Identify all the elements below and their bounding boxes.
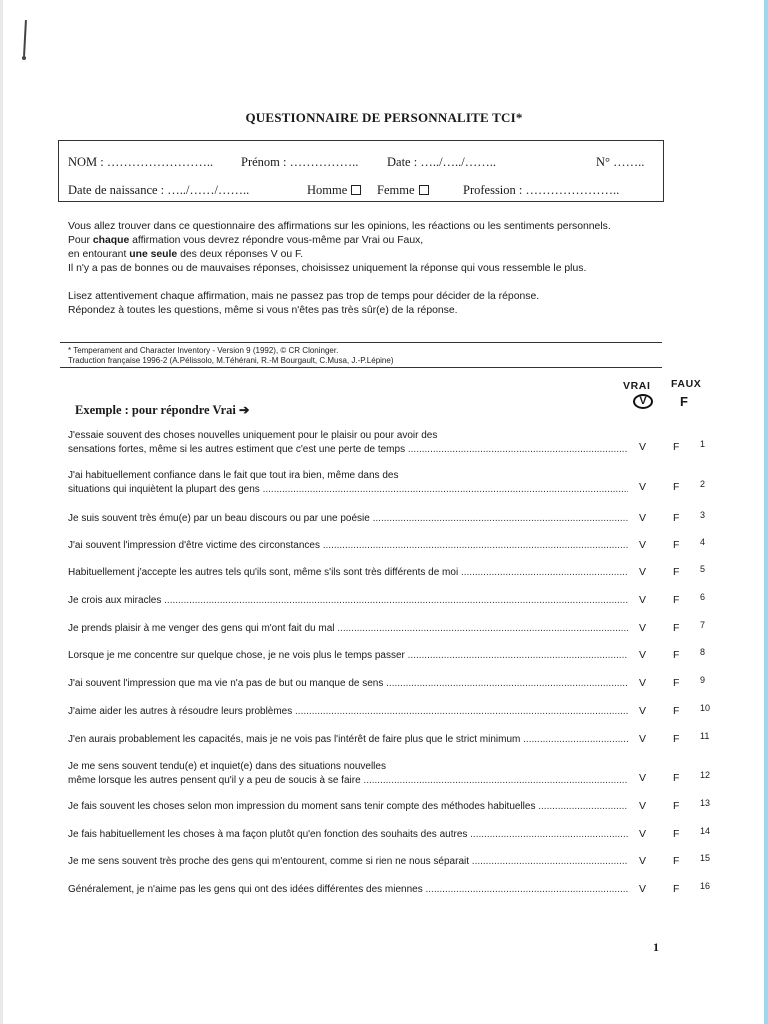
question-number: 2 bbox=[700, 479, 706, 489]
question-text: Je prends plaisir à me venger des gens qui m'ont fait du mal ..... bbox=[68, 622, 628, 636]
numero-field[interactable]: N° …….. bbox=[596, 155, 645, 169]
femme-checkbox[interactable] bbox=[419, 185, 429, 195]
vrai-answer[interactable]: V bbox=[639, 883, 647, 895]
femme-label: Femme bbox=[377, 183, 415, 197]
question-text: situations qui inquiètent la plupart des gens ..... bbox=[68, 483, 628, 497]
faux-answer[interactable]: F bbox=[673, 772, 680, 784]
profession-field[interactable]: Profession : ………………….. bbox=[463, 183, 620, 197]
instruction-text: affirmation vous devrez répondre vous-même par Vrai ou Faux, bbox=[129, 235, 424, 246]
example-label: Exemple : pour répondre Vrai bbox=[75, 403, 236, 417]
vrai-answer[interactable]: V bbox=[639, 677, 647, 689]
faux-answer[interactable]: F bbox=[673, 677, 680, 689]
question-text: Je fais souvent les choses selon mon impression du moment sans tenir compte des méthodes habituelles ..... bbox=[68, 800, 628, 814]
faux-answer[interactable]: F bbox=[673, 594, 680, 606]
example-instruction bbox=[75, 402, 250, 418]
question-text: J'ai souvent l'impression d'être victime des circonstances ..... bbox=[68, 539, 628, 553]
homme-label: Homme bbox=[307, 183, 348, 197]
circled-v-example: V bbox=[633, 394, 653, 409]
question-item bbox=[68, 733, 628, 747]
scan-right-edge bbox=[764, 0, 768, 1024]
footnote-line-2: Traduction française 1996-2 (A.Pélissolo, M.Téhérani, R.-M Bourgault, C.Musa, J.-P.Lépine) bbox=[68, 356, 394, 365]
vrai-answer[interactable]: V bbox=[639, 733, 647, 745]
question-item bbox=[68, 828, 628, 842]
faux-answer[interactable]: F bbox=[673, 512, 680, 524]
vrai-answer[interactable]: V bbox=[639, 649, 647, 661]
instruction-text: des deux réponses V ou F. bbox=[177, 249, 304, 260]
vrai-answer[interactable]: V bbox=[639, 539, 647, 551]
homme-checkbox[interactable] bbox=[351, 185, 361, 195]
vrai-answer[interactable]: V bbox=[639, 800, 647, 812]
footnote-line-1: * Temperament and Character Inventory - Version 9 (1992), © CR Cloninger. bbox=[68, 346, 339, 355]
femme-option[interactable] bbox=[377, 183, 429, 198]
question-item bbox=[68, 705, 628, 719]
question-text-line-1: J'ai habituellement confiance dans le fait que tout ira bien, même dans des bbox=[68, 470, 399, 481]
instruction-line-2 bbox=[68, 234, 423, 248]
question-text: Je suis souvent très ému(e) par un beau discours ou par une poésie ..... bbox=[68, 512, 628, 526]
question-item bbox=[68, 566, 628, 580]
question-item bbox=[68, 469, 628, 497]
instruction-text: en entourant bbox=[68, 249, 130, 260]
vrai-answer[interactable]: V bbox=[639, 772, 647, 784]
footnote-divider-top bbox=[60, 342, 662, 343]
question-number: 7 bbox=[700, 620, 706, 630]
question-number: 1 bbox=[700, 439, 706, 449]
instruction-emphasis: chaque bbox=[92, 235, 130, 246]
vrai-answer[interactable]: V bbox=[639, 512, 647, 524]
question-text: J'ai souvent l'impression que ma vie n'a pas de but ou manque de sens ..... bbox=[68, 677, 628, 691]
question-item bbox=[68, 512, 628, 526]
question-number: 15 bbox=[700, 853, 711, 863]
question-item bbox=[68, 855, 628, 869]
question-number: 14 bbox=[700, 826, 711, 836]
question-item bbox=[68, 622, 628, 636]
question-text: J'en aurais probablement les capacités, mais je ne vois pas l'intérêt de faire plus que le strict minimum ..... bbox=[68, 733, 628, 747]
pen-mark-dot bbox=[22, 56, 26, 60]
footnote-divider-bottom bbox=[60, 367, 662, 368]
faux-answer[interactable]: F bbox=[673, 883, 680, 895]
faux-answer[interactable]: F bbox=[673, 733, 680, 745]
question-text-line-1: J'essaie souvent des choses nouvelles uniquement pour le plaisir ou pour avoir des bbox=[68, 430, 438, 441]
faux-answer[interactable]: F bbox=[673, 566, 680, 578]
faux-answer[interactable]: F bbox=[673, 622, 680, 634]
question-item bbox=[68, 539, 628, 553]
identity-box bbox=[58, 140, 664, 202]
question-number: 6 bbox=[700, 592, 706, 602]
vrai-answer[interactable]: V bbox=[639, 855, 647, 867]
vrai-answer[interactable]: V bbox=[639, 705, 647, 717]
faux-answer[interactable]: F bbox=[673, 828, 680, 840]
date-field[interactable]: Date : …../…../…….. bbox=[387, 155, 497, 169]
vrai-answer[interactable]: V bbox=[639, 481, 647, 493]
instruction-line-3 bbox=[68, 248, 303, 262]
faux-column-header: FAUX bbox=[671, 378, 702, 390]
vrai-column-header: VRAI bbox=[623, 380, 651, 392]
faux-answer[interactable]: F bbox=[673, 705, 680, 717]
question-number: 12 bbox=[700, 770, 711, 780]
question-text: Je fais habituellement les choses à ma façon plutôt qu'en fonction des souhaits des autres ..... bbox=[68, 828, 628, 842]
question-text-line-1: Je me sens souvent tendu(e) et inquiet(e) dans des situations nouvelles bbox=[68, 761, 386, 772]
question-number: 4 bbox=[700, 537, 706, 547]
vrai-answer[interactable]: V bbox=[639, 828, 647, 840]
question-item bbox=[68, 760, 628, 788]
question-number: 9 bbox=[700, 675, 706, 685]
question-text: Je me sens souvent très proche des gens qui m'entourent, comme si rien ne nous séparait ..... bbox=[68, 855, 628, 869]
scan-left-edge bbox=[0, 0, 3, 1024]
question-item bbox=[68, 883, 628, 897]
question-text: sensations fortes, même si les autres estiment que c'est une perte de temps ..... bbox=[68, 443, 628, 457]
question-item bbox=[68, 594, 628, 608]
faux-answer[interactable]: F bbox=[673, 539, 680, 551]
question-item bbox=[68, 800, 628, 814]
faux-answer[interactable]: F bbox=[673, 855, 680, 867]
question-number: 11 bbox=[700, 731, 710, 741]
nom-field[interactable]: NOM : …………………….. bbox=[68, 155, 214, 169]
instruction-line-4: Il n'y a pas de bonnes ou de mauvaises réponses, choisissez uniquement la réponse qui vous ressemble le plus. bbox=[68, 263, 587, 274]
birthdate-field[interactable]: Date de naissance : …../……/…….. bbox=[68, 183, 250, 197]
prenom-field[interactable]: Prénom : …………….. bbox=[241, 155, 359, 169]
vrai-answer[interactable]: V bbox=[639, 622, 647, 634]
vrai-answer[interactable]: V bbox=[639, 441, 647, 453]
question-text: même lorsque les autres pensent qu'il y a peu de soucis à se faire ..... bbox=[68, 774, 628, 788]
pen-mark bbox=[23, 20, 27, 56]
page-title: QUESTIONNAIRE DE PERSONNALITE TCI* bbox=[245, 110, 523, 125]
faux-answer[interactable]: F bbox=[673, 649, 680, 661]
vrai-answer[interactable]: V bbox=[639, 566, 647, 578]
instruction-line-5: Lisez attentivement chaque affirmation, mais ne passez pas trop de temps pour décider de la réponse. bbox=[68, 291, 540, 302]
homme-option[interactable] bbox=[307, 183, 361, 198]
arrow-right-icon: ➔ bbox=[239, 403, 250, 417]
faux-answer[interactable]: F bbox=[673, 800, 680, 812]
question-number: 5 bbox=[700, 564, 706, 574]
question-text: Habituellement j'accepte les autres tels qu'ils sont, même s'ils sont très différents de moi ..... bbox=[68, 566, 628, 580]
vrai-answer[interactable]: V bbox=[639, 594, 647, 606]
page-number: 1 bbox=[653, 940, 659, 954]
question-number: 8 bbox=[700, 647, 706, 657]
instruction-line-6: Répondez à toutes les questions, même si vous n'êtes pas très sûr(e) de la réponse. bbox=[68, 305, 458, 316]
question-number: 16 bbox=[700, 881, 711, 891]
instruction-emphasis: une seule bbox=[129, 249, 178, 260]
question-text: Lorsque je me concentre sur quelque chose, je ne vois plus le temps passer ..... bbox=[68, 649, 628, 663]
question-item bbox=[68, 649, 628, 663]
faux-answer[interactable]: F bbox=[673, 481, 680, 493]
question-item bbox=[68, 429, 628, 457]
question-item bbox=[68, 677, 628, 691]
question-number: 3 bbox=[700, 510, 706, 520]
question-text: J'aime aider les autres à résoudre leurs problèmes ..... bbox=[68, 705, 628, 719]
question-text: Je crois aux miracles ..... bbox=[68, 594, 628, 608]
instruction-text: Pour bbox=[68, 235, 93, 246]
faux-example-letter: F bbox=[680, 394, 688, 409]
faux-answer[interactable]: F bbox=[673, 441, 680, 453]
question-number: 10 bbox=[700, 703, 711, 713]
question-text: Généralement, je n'aime pas les gens qui ont des idées différentes des miennes ..... bbox=[68, 883, 628, 897]
question-number: 13 bbox=[700, 798, 711, 808]
instruction-line-1: Vous allez trouver dans ce questionnaire des affirmations sur les opinions, les réactions ou les sentiments personnels. bbox=[68, 221, 611, 232]
